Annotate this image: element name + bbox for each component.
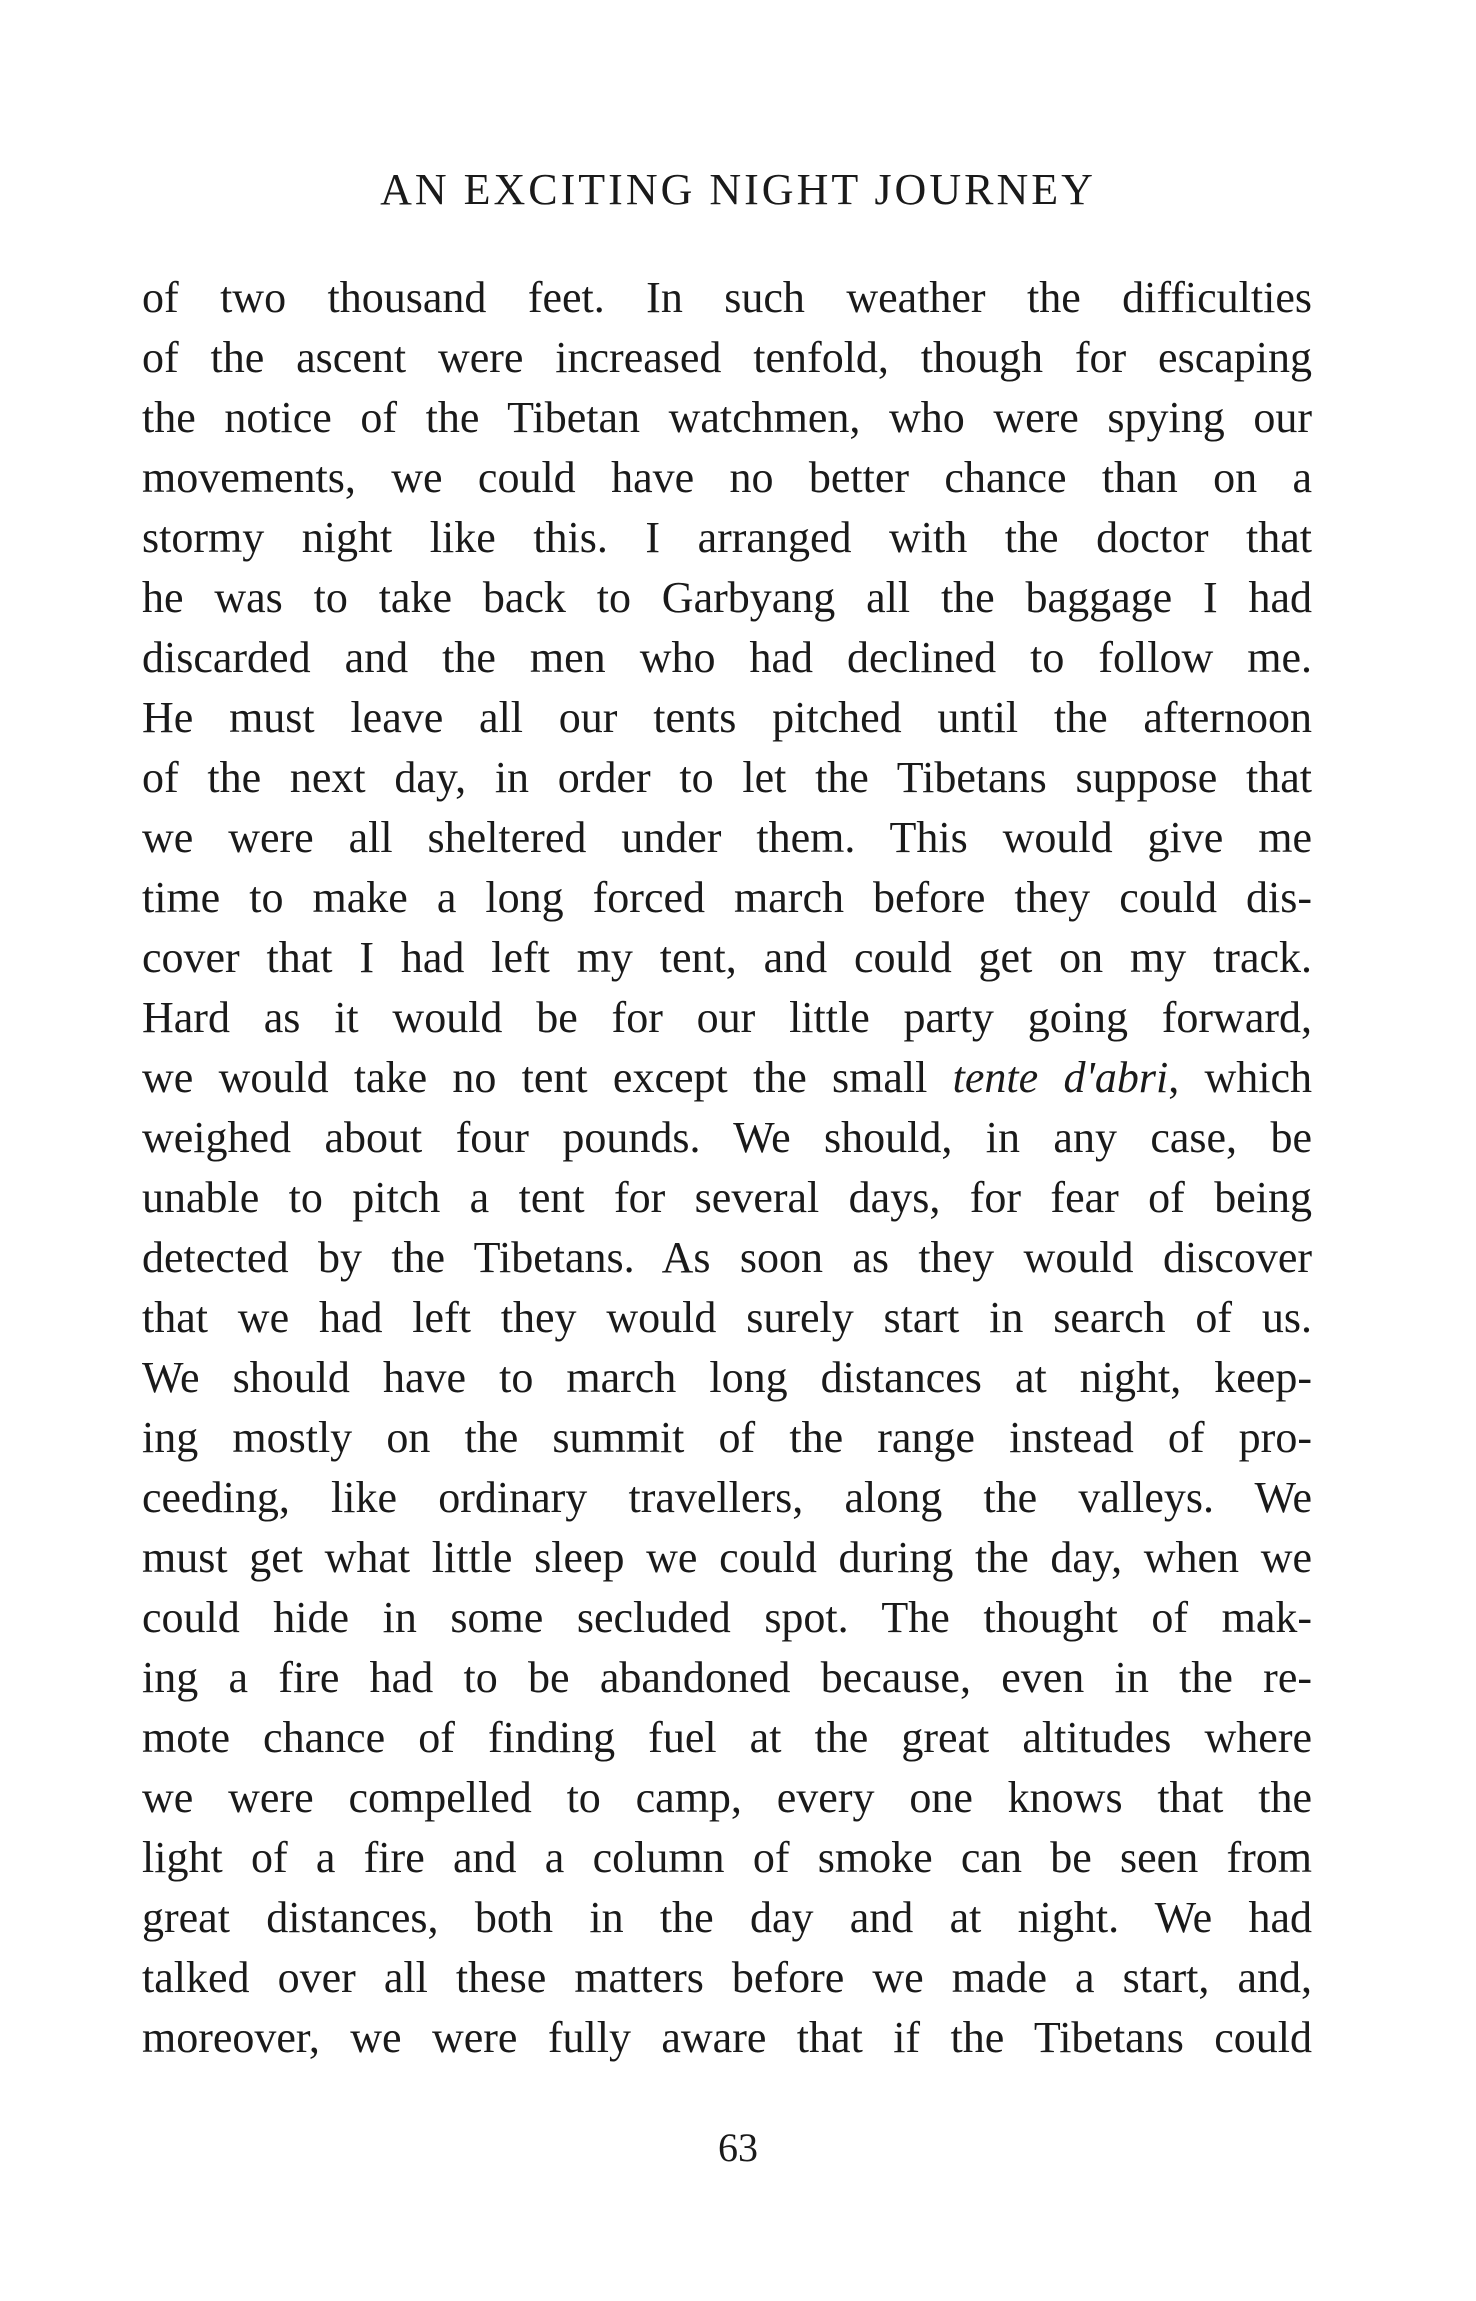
text-line: mote chance of finding fuel at the great altitudes where	[142, 1713, 1312, 1762]
text-line: could hide in some secluded spot. The thought of mak-	[142, 1593, 1312, 1642]
text-line: talked over all these matters before we made a start, and,	[142, 1953, 1312, 2002]
italic-phrase: tente d'abri	[952, 1053, 1169, 1102]
text-segment: we would take no tent except the small	[142, 1053, 953, 1102]
page-number: 63	[718, 2125, 758, 2170]
text-line: detected by the Tibetans. As soon as they would discover	[142, 1233, 1312, 1282]
text-line: weighed about four pounds. We should, in any case, be	[142, 1113, 1312, 1162]
text-line: great distances, both in the day and at night. We had	[142, 1893, 1312, 1942]
text-line: the notice of the Tibetan watchmen, who were spying our	[142, 393, 1312, 442]
running-head: AN EXCITING NIGHT JOURNEY	[380, 165, 1096, 214]
body-text	[142, 268, 1312, 2068]
text-line: time to make a long forced march before they could dis-	[142, 873, 1312, 922]
text-line: we were all sheltered under them. This would give me	[142, 813, 1312, 862]
text-line: Hard as it would be for our little party going forward,	[142, 993, 1312, 1042]
text-line: light of a fire and a column of smoke can be seen from	[142, 1833, 1312, 1882]
text-line: He must leave all our tents pitched until the afternoon	[142, 693, 1312, 742]
text-line: of the ascent were increased tenfold, though for escaping	[142, 333, 1312, 382]
text-line: discarded and the men who had declined to follow me.	[142, 633, 1312, 682]
text-line-with-italic	[142, 1048, 1312, 1108]
text-line: cover that I had left my tent, and could get on my track.	[142, 933, 1312, 982]
text-line: we were compelled to camp, every one knows that the	[142, 1773, 1312, 1822]
text-line: ing mostly on the summit of the range instead of pro-	[142, 1413, 1312, 1462]
text-line: ceeding, like ordinary travellers, along the valleys. We	[142, 1473, 1312, 1522]
text-line: ing a fire had to be abandoned because, even in the re-	[142, 1653, 1312, 1702]
text-line: must get what little sleep we could during the day, when we	[142, 1533, 1312, 1582]
text-line: moreover, we were fully aware that if the Tibetans could	[142, 2013, 1312, 2062]
text-line: unable to pitch a tent for several days, for fear of being	[142, 1173, 1312, 1222]
text-line: that we had left they would surely start in search of us.	[142, 1293, 1312, 1342]
text-line: We should have to march long distances at night, keep-	[142, 1353, 1312, 1402]
text-segment: , which	[1168, 1053, 1312, 1102]
text-line: stormy night like this. I arranged with the doctor that	[142, 513, 1312, 562]
text-line: he was to take back to Garbyang all the baggage I had	[142, 573, 1312, 622]
text-line: of the next day, in order to let the Tibetans suppose that	[142, 753, 1312, 802]
text-line: movements, we could have no better chance than on a	[142, 453, 1312, 502]
text-line: of two thousand feet. In such weather the difficulties	[142, 273, 1312, 322]
